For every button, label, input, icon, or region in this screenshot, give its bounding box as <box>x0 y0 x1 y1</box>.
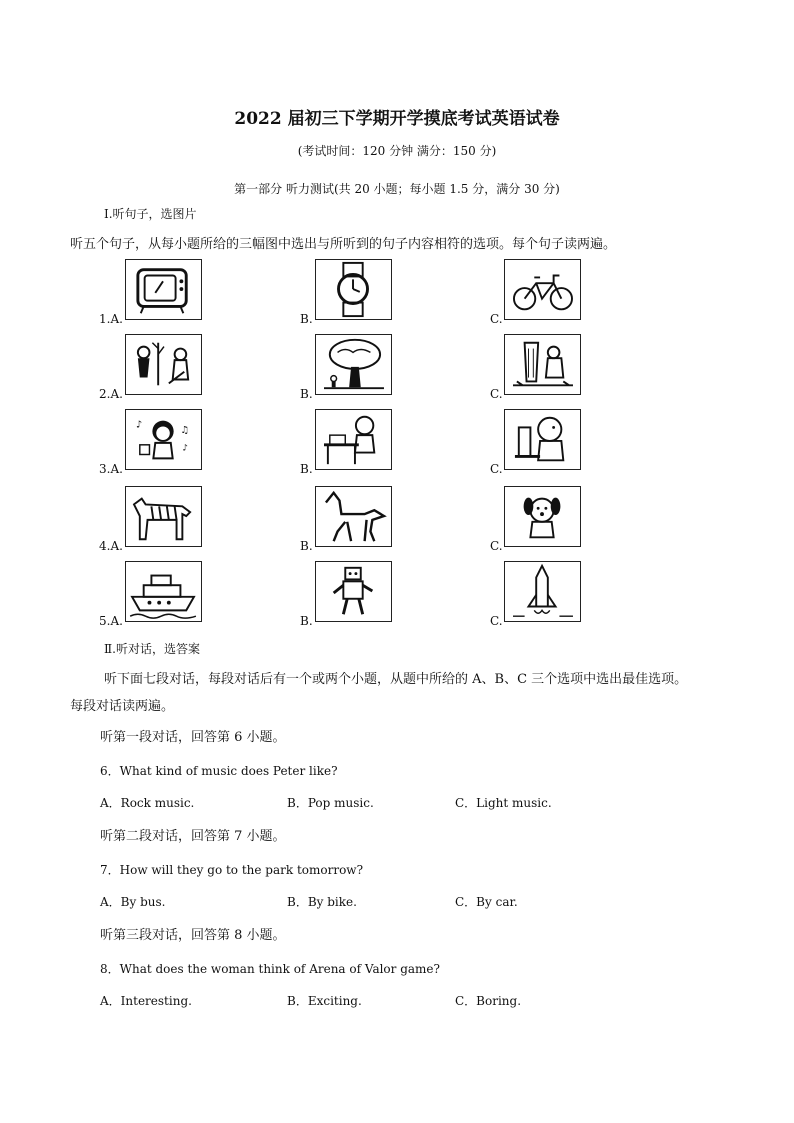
option-label: 2.A. <box>99 387 123 401</box>
option-label: 4.A. <box>99 539 123 553</box>
answer-option[interactable]: C．By car. <box>455 895 518 909</box>
option-label: C. <box>490 614 503 628</box>
tree-stump-icon <box>504 334 581 395</box>
answer-option[interactable]: B．Exciting. <box>287 994 362 1008</box>
answer-option[interactable]: B．Pop music. <box>287 796 374 810</box>
answer-option[interactable]: C．Light music. <box>455 796 552 810</box>
option-label: 1.A. <box>99 312 123 326</box>
answer-option[interactable]: A．By bus. <box>100 895 166 909</box>
question-text: 7．How will they go to the park tomorrow? <box>100 863 364 877</box>
section2-heading: Ⅱ.听对话，选答案 <box>104 642 200 656</box>
option-label: B. <box>300 312 313 326</box>
part-heading: 第一部分 听力测试(共 20 小题；每小题 1.5 分，满分 30 分) <box>234 182 560 196</box>
planting-tree-icon <box>125 334 202 395</box>
svg-text:♪: ♪ <box>182 443 188 454</box>
girl-writing-icon <box>315 409 392 470</box>
answer-option[interactable]: B．By bike. <box>287 895 357 909</box>
dialog-intro: 听第一段对话，回答第 6 小题。 <box>100 730 286 745</box>
rocket-icon <box>504 561 581 622</box>
option-label: C. <box>490 462 503 476</box>
question-text: 6．What kind of music does Peter like? <box>100 764 338 778</box>
option-label: 5.A. <box>99 614 123 628</box>
section1-instruction: 听五个句子，从每小题所给的三幅图中选出与所听到的句子内容相符的选项。每个句子读两遍。 <box>70 237 617 252</box>
exam-info: (考试时间：120 分钟 满分：150 分) <box>297 144 497 158</box>
answer-option[interactable]: A．Interesting. <box>100 994 192 1008</box>
dialog-intro: 听第三段对话，回答第 8 小题。 <box>100 928 286 943</box>
girl-music-icon <box>125 409 202 470</box>
robot-icon <box>315 561 392 622</box>
option-label: C. <box>490 387 503 401</box>
tiger-icon <box>125 486 202 547</box>
big-tree-icon <box>315 334 392 395</box>
option-label: B. <box>300 539 313 553</box>
option-label: B. <box>300 462 313 476</box>
page-title: 2022 届初三下学期开学摸底考试英语试卷 <box>234 109 560 129</box>
section2-instruction: 听下面七段对话，每段对话后有一个或两个小题，从题中所给的 A、B、C 三个选项中选出最佳选项。 <box>104 672 688 687</box>
option-label: C. <box>490 539 503 553</box>
option-label: B. <box>300 387 313 401</box>
bicycle-icon <box>504 259 581 320</box>
svg-text:♪: ♪ <box>135 419 143 431</box>
puppy-icon <box>504 486 581 547</box>
watch-icon <box>315 259 392 320</box>
tv-icon <box>125 259 202 320</box>
svg-text:♫: ♫ <box>180 425 190 437</box>
ship-icon <box>125 561 202 622</box>
answer-option[interactable]: C．Boring. <box>455 994 522 1008</box>
option-label: B. <box>300 614 313 628</box>
boy-desk-icon <box>504 409 581 470</box>
dialog-intro: 听第二段对话，回答第 7 小题。 <box>100 829 286 844</box>
option-label: 3.A. <box>99 462 123 476</box>
section2-instruction-cont: 每段对话读两遍。 <box>70 699 175 714</box>
question-text: 8．What does the woman think of Arena of Valor game? <box>100 962 440 976</box>
answer-option[interactable]: A．Rock music. <box>100 796 195 810</box>
section1-heading: Ⅰ.听句子，选图片 <box>104 207 197 221</box>
horse-icon <box>315 486 392 547</box>
option-label: C. <box>490 312 503 326</box>
